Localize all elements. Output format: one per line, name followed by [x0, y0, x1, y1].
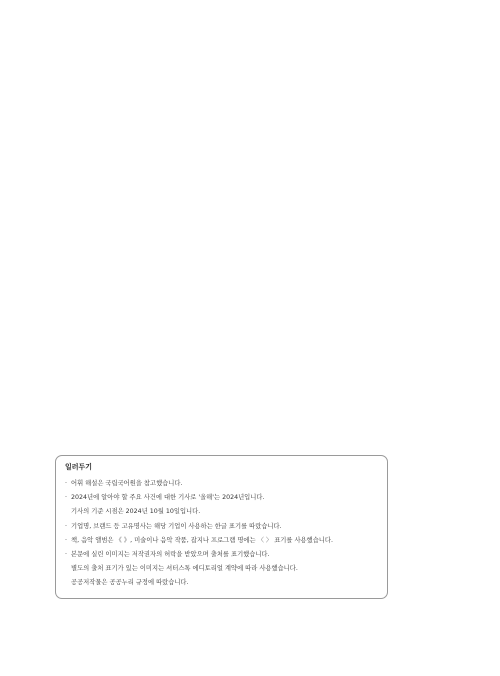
notes-line [65, 576, 379, 590]
notes-line-text: 별도의 출처 표기가 있는 이미지는 셔터스톡 에디토리얼 계약에 따라 사용했습니다. [71, 565, 298, 573]
notes-line-text: 공공저작물은 공공누리 규정에 따랐습니다. [71, 579, 189, 587]
notes-line [65, 491, 379, 505]
notes-line-text: 2024년에 알아야 할 주요 사건에 대한 기사로 '올해'는 2024년입니다. [71, 494, 265, 502]
bullet-mark: · [65, 536, 68, 544]
notes-line [65, 534, 379, 548]
notes-line [65, 520, 379, 534]
notes-line-text: 기사의 기준 시점은 2024년 10월 10일입니다. [71, 508, 201, 516]
bullet-mark: · [65, 480, 68, 487]
notes-line-text: 어휘 해설은 국립국어원을 참고했습니다. [71, 480, 183, 487]
bullet-mark: · [65, 522, 68, 530]
notes-line [65, 548, 379, 562]
bullet-mark: · [65, 494, 68, 502]
notes-line [65, 477, 379, 491]
bullet-mark: · [65, 551, 68, 559]
notes-line-text: 기업명, 브랜드 등 고유명사는 해당 기업이 사용하는 한글 표기를 따랐습니다. [71, 522, 282, 530]
notes-box [55, 455, 388, 599]
notes-line [65, 505, 379, 519]
notes-line [65, 562, 379, 576]
notes-line-text: 책, 음악 앨범은 《 》, 미술이나 음악 작품, 잡지나 프로그램 명에는 〈 〉 표기를 사용했습니다. [71, 536, 333, 544]
notes-line-text: 본문에 실린 이미지는 저작권자의 허락을 받았으며 출처를 표기했습니다. [71, 551, 270, 559]
notes-title: 일러두기 [65, 463, 93, 471]
